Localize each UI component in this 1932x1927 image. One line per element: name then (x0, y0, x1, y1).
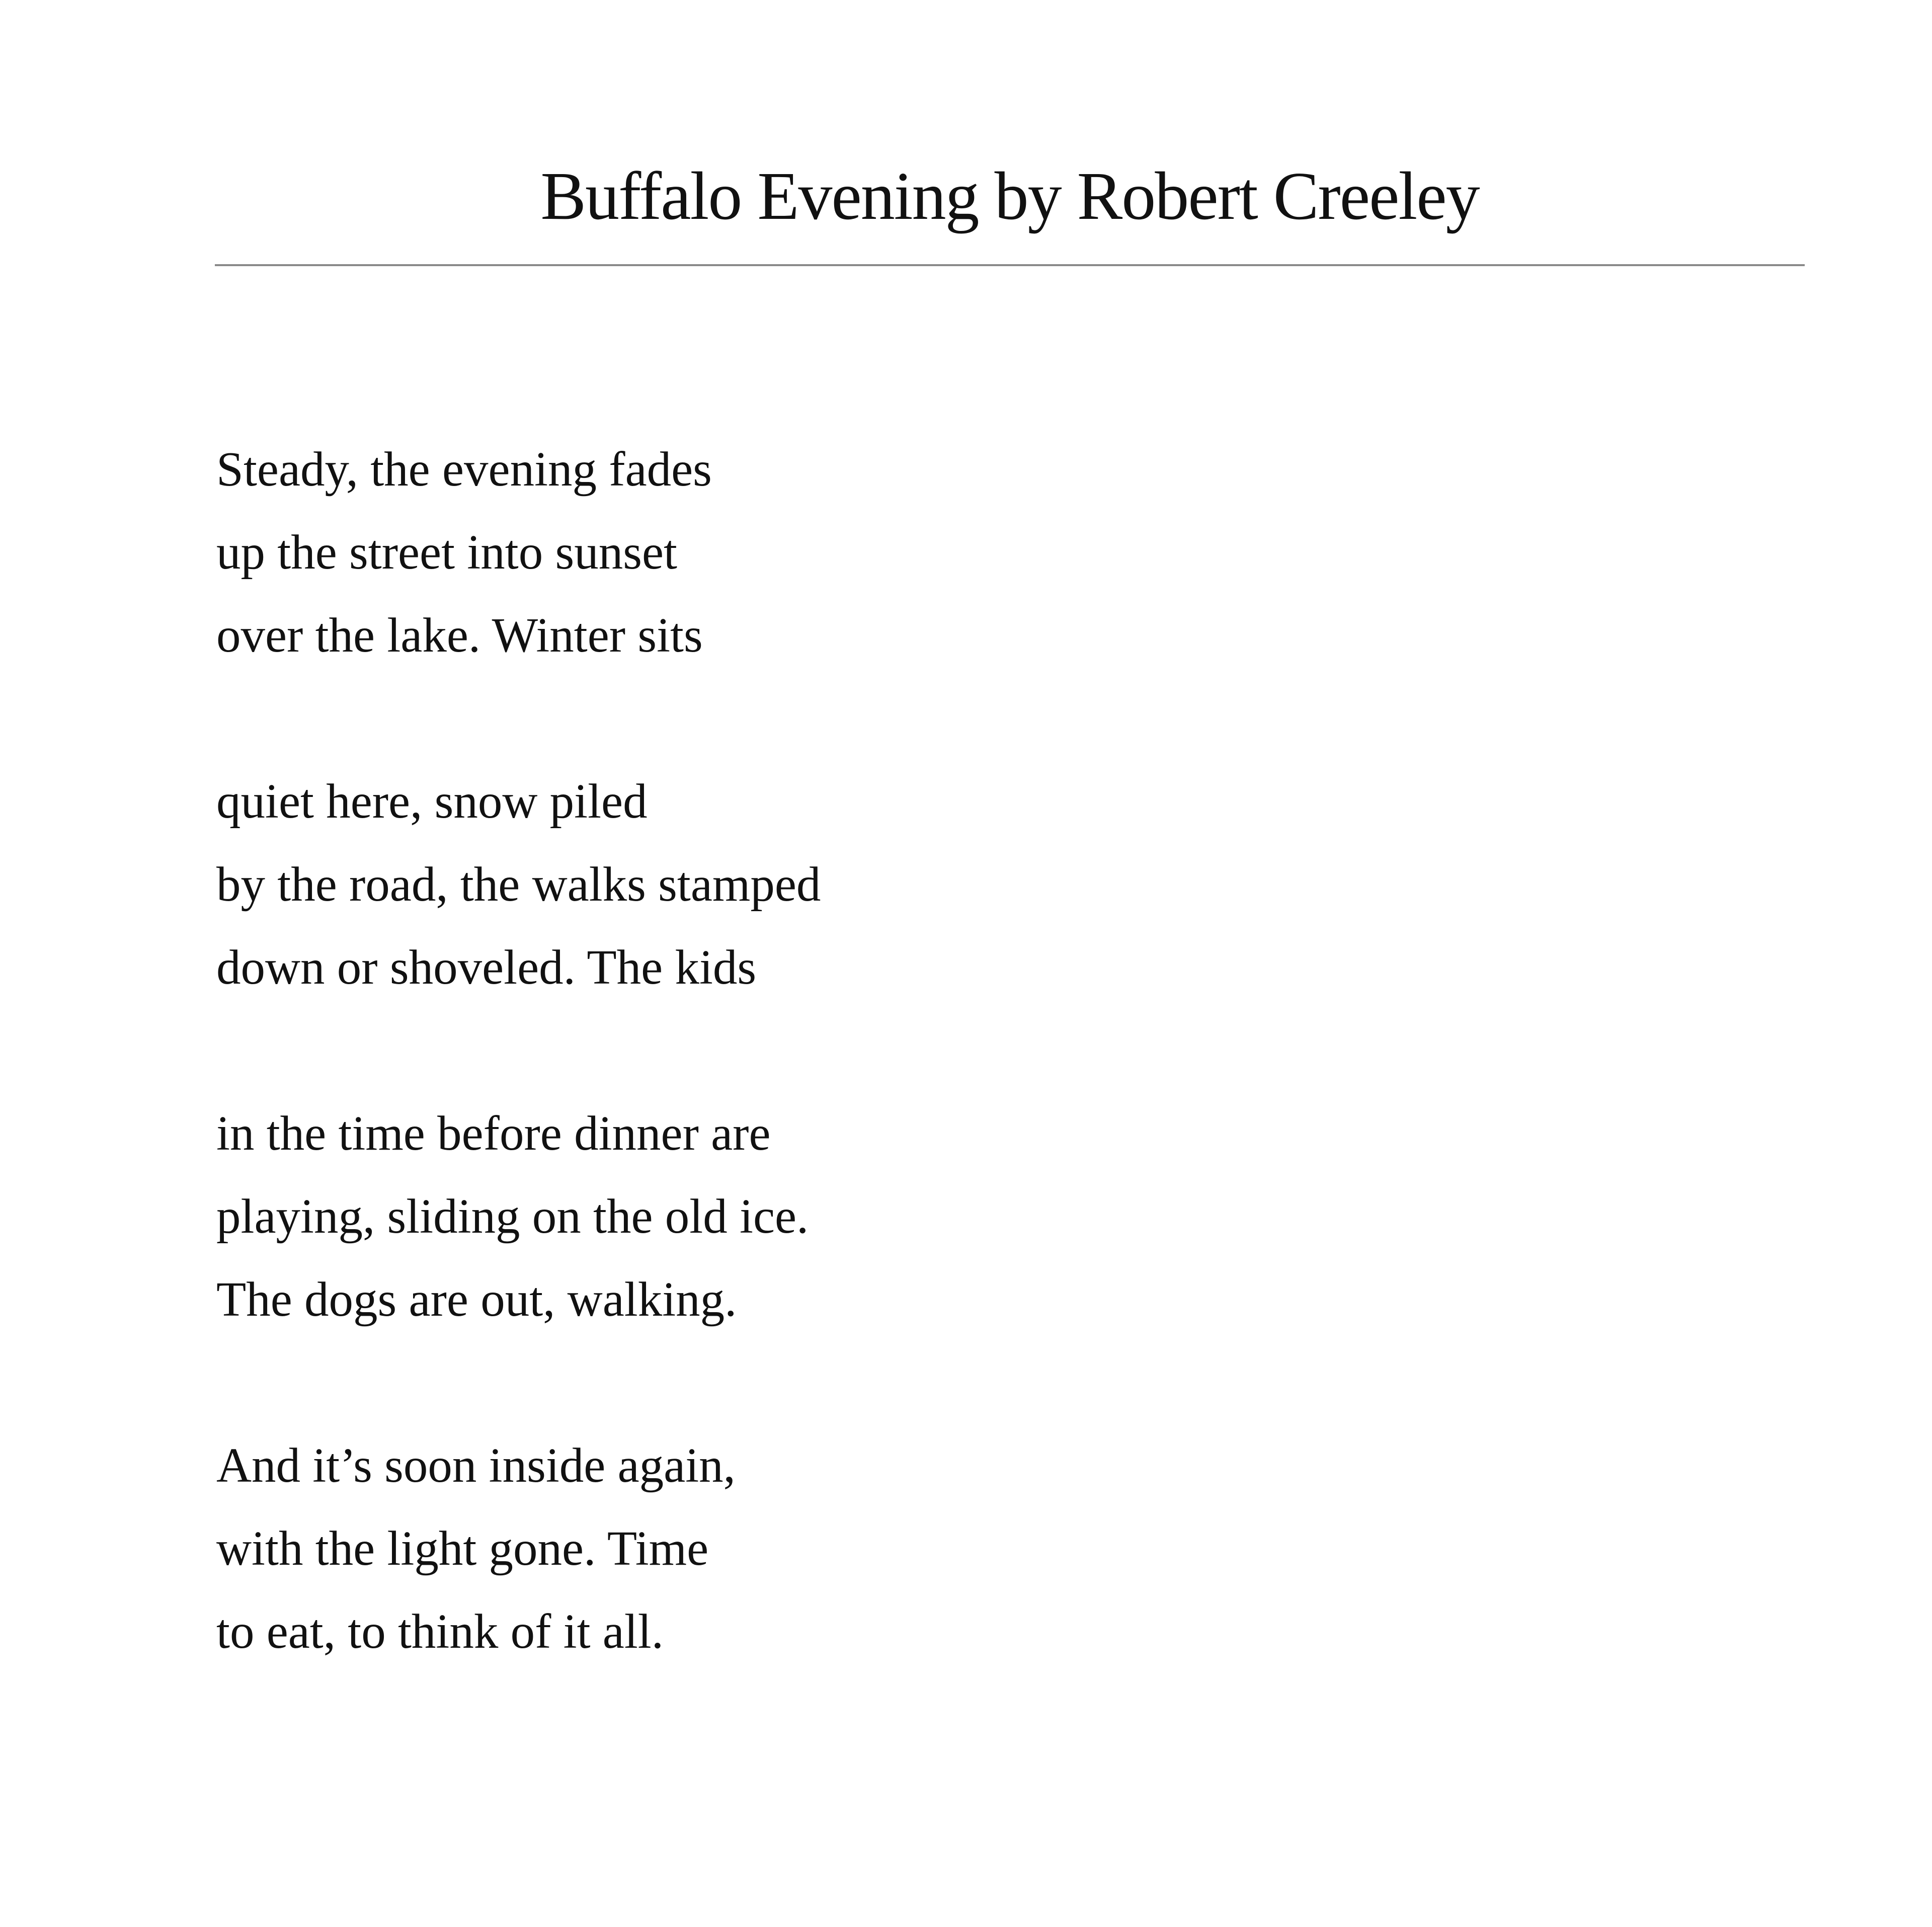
stanza-4 (216, 1424, 1524, 1673)
poem-title: Buffalo Evening by Robert Creeley (540, 158, 1479, 234)
poem-line: up the street into sunset (216, 525, 677, 579)
title-divider (215, 264, 1805, 266)
stanza-3 (216, 1092, 1524, 1341)
stanza-1 (216, 428, 1524, 677)
poem-line: The dogs are out, walking. (216, 1272, 737, 1326)
poem-line: down or shoveled. The kids (216, 940, 757, 994)
poem-line: And it’s soon inside again, (216, 1438, 736, 1492)
poem-line: with the light gone. Time (216, 1521, 709, 1575)
poem-line: over the lake. Winter sits (216, 608, 703, 662)
poem-line: quiet here, snow piled (216, 774, 648, 828)
poem-line: in the time before dinner are (216, 1106, 771, 1160)
poem-body (216, 428, 1524, 1756)
stanza-2 (216, 760, 1524, 1009)
poem-line: playing, sliding on the old ice. (216, 1189, 809, 1243)
poem-line: Steady, the evening fades (216, 442, 712, 496)
poem-line: by the road, the walks stamped (216, 857, 821, 911)
poem-line: to eat, to think of it all. (216, 1604, 664, 1658)
